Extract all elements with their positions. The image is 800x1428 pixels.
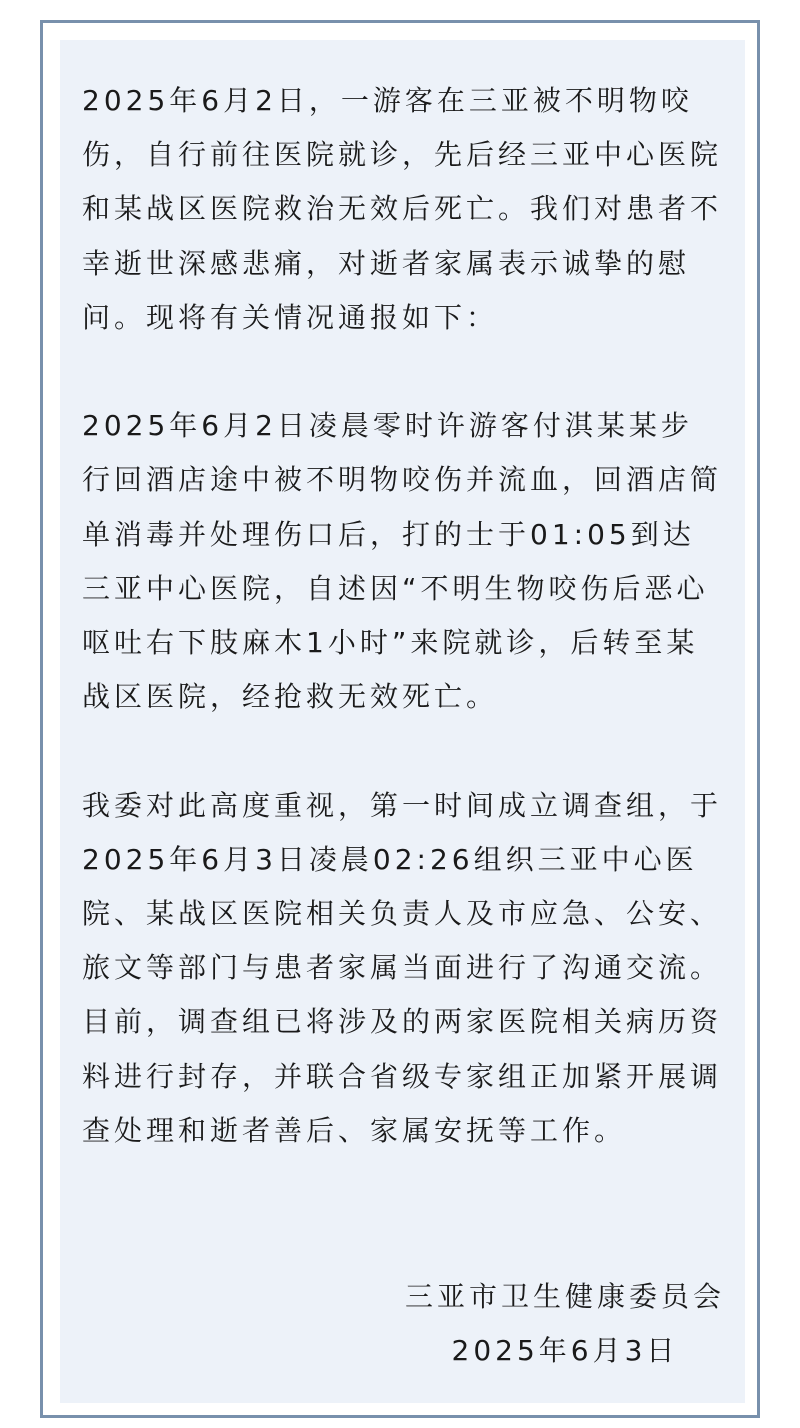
notice-frame	[40, 20, 760, 1418]
notice-paragraph-response: 我委对此高度重视，第一时间成立调查组，于2025年6月3日凌晨02:26组织三亚中心医院、某战区医院相关负责人及市应急、公安、旅文等部门与患者家属当面进行了沟通交流。目前，调查组已将涉及的两家医院相关病历资料进行封存，并联合省级专家组正加紧开展调查处理和逝者善后、家属安抚等工作。	[82, 788, 723, 1147]
issue-date: 2025年6月3日	[451, 1334, 679, 1367]
notice-panel	[60, 40, 745, 1403]
issuer-name: 三亚市卫生健康委员会	[404, 1280, 725, 1313]
notice-body	[82, 74, 722, 1212]
notice-paragraph-details: 2025年6月2日凌晨零时许游客付淇某某步行回酒店途中被不明物咬伤并流血，回酒店简单消毒并处理伤口后，打的士于01:05到达三亚中心医院，自述因“不明生物咬伤后恶心呕吐右下肢麻木1小时”来院就诊，后转至某战区医院，经抢救无效死亡。	[82, 409, 723, 714]
signature-block	[405, 1270, 725, 1378]
notice-paragraph-intro: 2025年6月2日，一游客在三亚被不明物咬伤，自行前往医院就诊，先后经三亚中心医院和某战区医院救治无效后死亡。我们对患者不幸逝世深感悲痛，对逝者家属表示诚挚的慰问。现将有关情况通报如下：	[82, 84, 723, 334]
